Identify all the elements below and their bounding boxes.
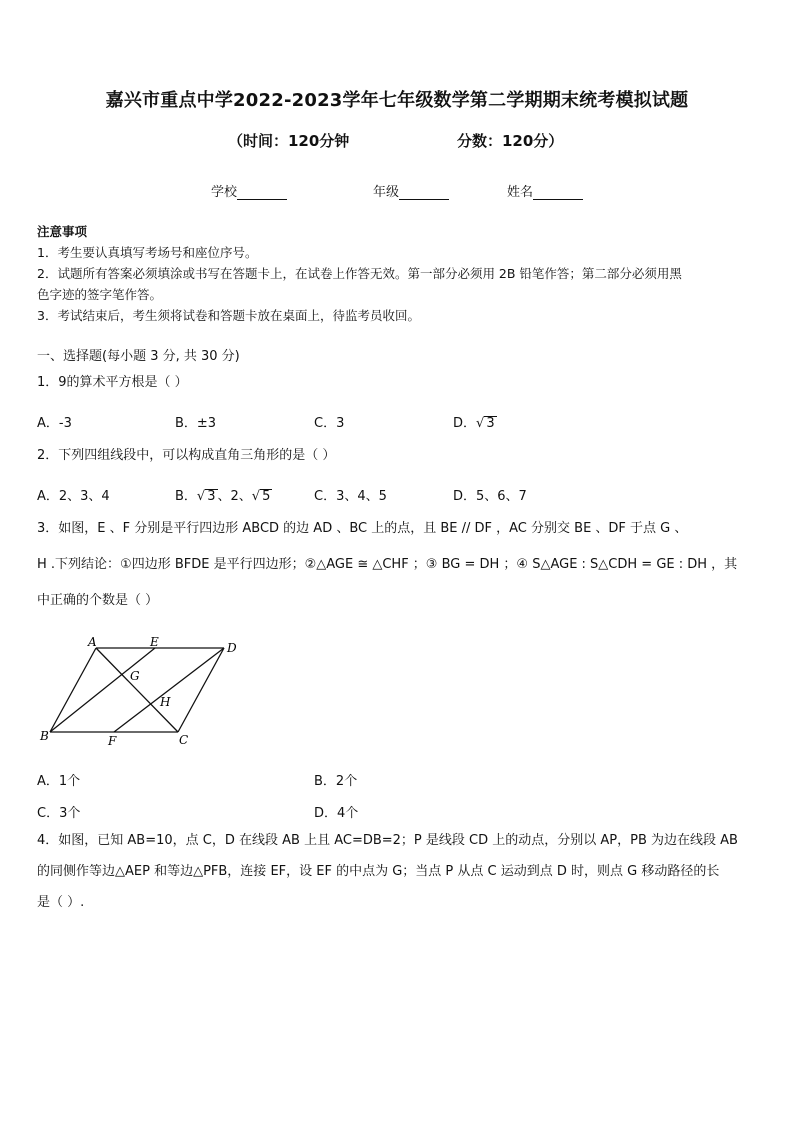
figure-label-h: H — [160, 695, 171, 709]
figure-label-f: F — [108, 734, 117, 748]
figure-label-e: E — [150, 635, 159, 649]
school-label: 学校 — [211, 185, 238, 200]
sqrt-icon: √ — [196, 489, 206, 504]
name-label: 姓名 — [507, 185, 534, 200]
q1-option-d-radicand: 3 — [486, 416, 495, 431]
question-4-line-1: 4．如图，已知 AB=10，点 C，D 在线段 AB 上且 AC=DB=2；P 是线段 CD 上的动点，分别以 AP，PB 为边在线段 AB — [37, 833, 738, 848]
question-1-stem: 1．9的算术平方根是（ ） — [37, 375, 188, 390]
q1-option-d — [453, 412, 497, 431]
q2-option-b-radicand-2: 5 — [262, 489, 271, 504]
question-3-line-3: 中正确的个数是（ ） — [37, 593, 159, 608]
q1-option-a: A．-3 — [37, 416, 72, 431]
q3-option-b: B．2个 — [314, 774, 358, 789]
figure-label-b: B — [40, 729, 49, 743]
notice-item: 色字迹的签字笔作答。 — [37, 287, 163, 302]
q2-option-b-middle: 、2、 — [217, 489, 252, 504]
notice-block — [37, 221, 757, 326]
notice-heading: 注意事项 — [37, 224, 88, 239]
q1-option-b: B．±3 — [175, 416, 217, 431]
figure-label-g: G — [130, 669, 140, 683]
figure-label-d: D — [227, 641, 237, 655]
exam-score: 分数：120分） — [457, 132, 564, 150]
q3-option-c: C．3个 — [37, 806, 81, 821]
q2-option-b-label: B． — [175, 489, 197, 504]
question-3-line-2: H .下列结论：①四边形 BFDE 是平行四边形；②△AGE ≅ △CHF ；③ BG = DH ；④ S△AGE : S△CDH = GE : DH ，其 — [37, 557, 738, 572]
notice-item: 3．考试结束后，考生须将试卷和答题卡放在桌面上，待监考员收回。 — [37, 308, 420, 323]
q1-option-d-label: D． — [453, 416, 477, 431]
notice-item: 2．试题所有答案必须填涂或书写在答题卡上，在试卷上作答无效。第一部分必须用 2B 铅笔作答；第二部分必须用黑 — [37, 266, 682, 281]
figure-label-c: C — [179, 733, 189, 747]
figure-label-a: A — [88, 635, 97, 649]
section-heading: 一、选择题(每小题 3 分, 共 30 分) — [37, 349, 240, 364]
q2-option-d: D．5、6、7 — [453, 489, 527, 504]
grade-label: 年级 — [373, 185, 400, 200]
sqrt-icon: √ — [251, 489, 261, 504]
q2-option-b — [175, 485, 272, 504]
school-field — [211, 181, 287, 200]
notice-item: 1．考生要认真填写考场号和座位序号。 — [37, 245, 258, 260]
parallelogram-figure — [34, 632, 254, 752]
q2-option-a: A．2、3、4 — [37, 489, 110, 504]
grade-blank — [399, 185, 449, 200]
sqrt-icon: √ — [476, 416, 485, 431]
question-3-line-1: 3．如图，E 、F 分别是平行四边形 ABCD 的边 AD 、BC 上的点，且 BE // DF ，AC 分别交 BE 、DF 于点 G 、 — [37, 521, 688, 536]
page-title: 嘉兴市重点中学2022-2023学年七年级数学第二学期期末统考模拟试题 — [105, 90, 689, 111]
q1-option-c: C．3 — [314, 416, 345, 431]
name-blank — [533, 185, 583, 200]
school-blank — [237, 185, 287, 200]
name-field — [507, 181, 583, 200]
question-4-line-2: 的同侧作等边△AEP 和等边△PFB，连接 EF，设 EF 的中点为 G；当点 P 从点 C 运动到点 D 时，则点 G 移动路径的长 — [37, 864, 720, 879]
q3-option-d: D．4个 — [314, 806, 359, 821]
question-4-line-3: 是（ ）. — [37, 895, 85, 910]
q2-option-c: C．3、4、5 — [314, 489, 387, 504]
exam-time: （时间：120分钟 — [228, 132, 350, 150]
q3-option-a: A．1个 — [37, 774, 81, 789]
question-2-stem: 2．下列四组线段中，可以构成直角三角形的是（ ） — [37, 448, 336, 463]
grade-field — [373, 181, 449, 200]
q2-option-b-radicand-1: 3 — [207, 489, 216, 504]
